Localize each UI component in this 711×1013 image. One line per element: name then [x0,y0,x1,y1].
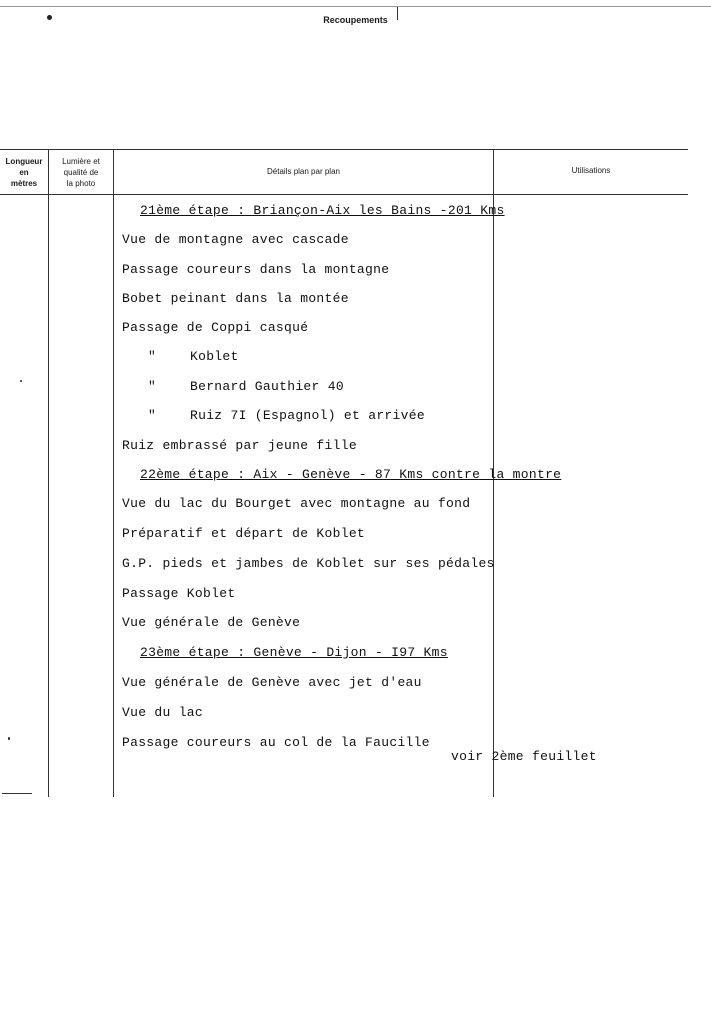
ditto-mark: " [148,379,156,394]
shot-line: Ruiz 7I (Espagnol) et arrivée [190,408,425,423]
ditto-mark: " [148,349,156,364]
shot-line: Préparatif et départ de Koblet [122,526,366,541]
stage-heading-21: 21ème étape : Briançon-Aix les Bains -201 Kms [140,203,505,218]
column-divider-1 [48,149,49,797]
shot-line: Passage coureurs dans la montagne [122,262,390,277]
page-title: Recoupements [323,15,388,25]
shot-line: G.P. pieds et jambes de Koblet sur ses pédales [122,556,495,571]
column-header-longueur-line-2: en [19,168,29,177]
column-header-longueur-line-1: Longueur [5,157,43,166]
scan-speck [20,380,22,382]
top-edge-line [0,6,711,7]
shot-line: Passage de Coppi casqué [122,320,309,335]
shot-line: Bernard Gauthier 40 [190,379,344,394]
column-header-lumiere-line-1: Lumière et [62,157,100,166]
shot-line: Vue du lac [122,705,204,720]
shot-line: Passage Koblet [122,586,236,601]
stage-heading-23: 23ème étape : Genève - Dijon - I97 Kms [140,645,448,660]
shot-line: Koblet [190,349,239,364]
table-top-border [0,149,688,150]
scan-speck [47,15,52,20]
ditto-mark: " [148,408,156,423]
margin-mark [2,793,32,794]
column-divider-2 [113,149,114,797]
stage-heading-22: 22ème étape : Aix - Genève - 87 Kms contre la montre [140,467,562,482]
shot-line: Vue générale de Genève avec jet d'eau [122,675,422,690]
column-header-longueur [0,156,48,189]
column-header-utilisations: Utilisations [571,166,611,175]
shot-line: Passage coureurs au col de la Faucille [122,735,430,750]
shot-line: Bobet peinant dans la montée [122,291,349,306]
column-header-details: Détails plan par plan [267,167,340,176]
shot-line: Vue du lac du Bourget avec montagne au fond [122,496,471,511]
column-header-lumiere-line-3: la photo [66,179,96,188]
shot-line: Vue générale de Genève [122,615,301,630]
column-header-lumiere-line-2: qualité de [63,168,99,177]
continuation-note: voir 2ème feuillet [451,749,597,764]
column-header-lumiere [49,156,113,189]
shot-line: Ruiz embrassé par jeune fille [122,438,357,453]
column-header-longueur-line-3: mètres [10,179,38,188]
header-tick [397,6,398,20]
table-header-border [0,194,688,195]
shot-line: Vue de montagne avec cascade [122,232,349,247]
scan-speck [8,737,10,740]
